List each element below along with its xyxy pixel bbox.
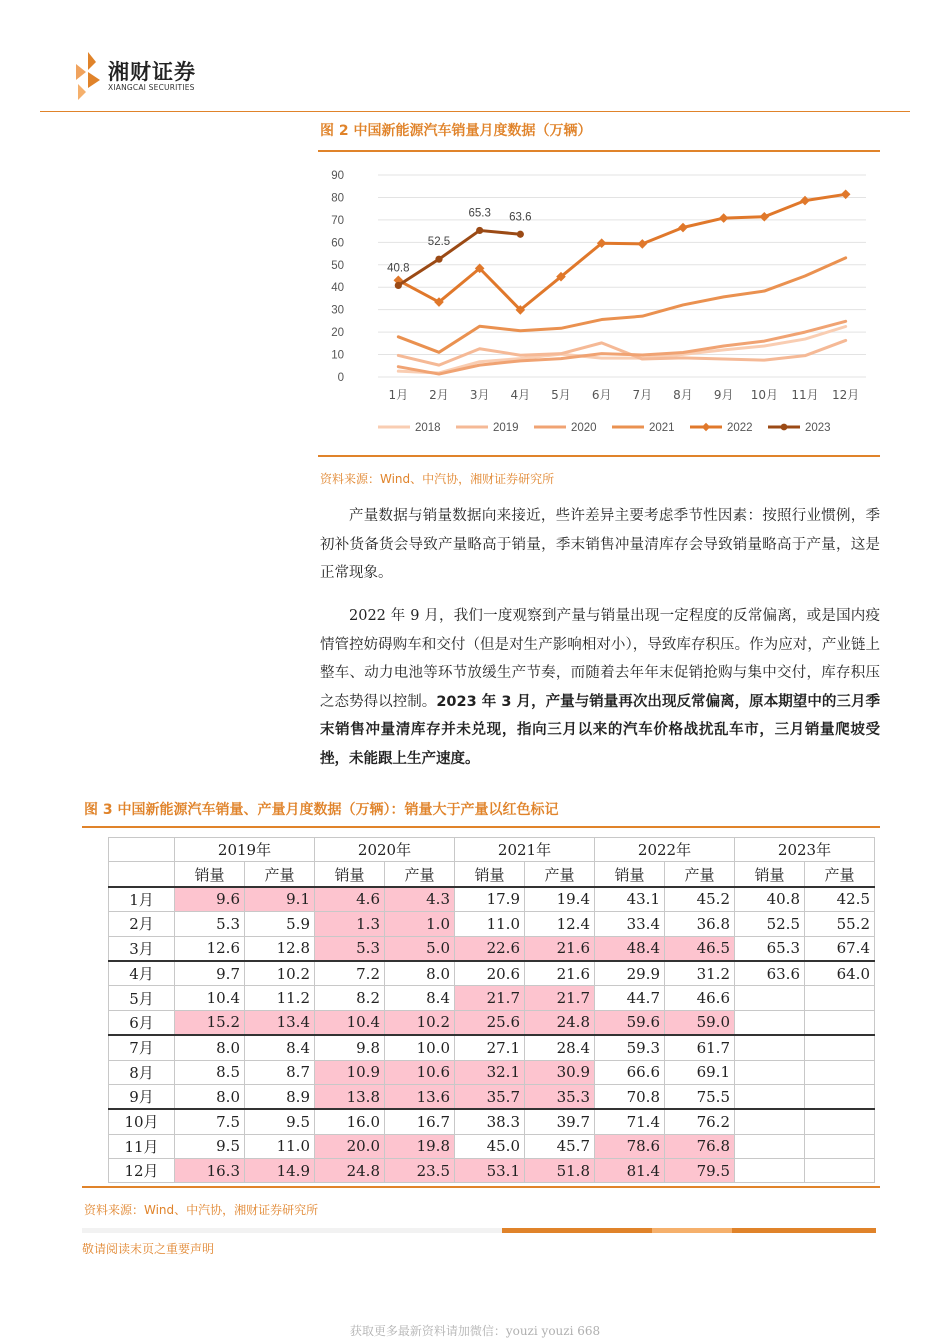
table-cell: 11.2	[245, 986, 315, 1010]
table-cell: 45.0	[455, 1134, 525, 1158]
month-label: 2月	[109, 912, 175, 936]
y-tick-label-1: 10	[331, 349, 344, 362]
data-label-2023-0: 40.8	[387, 262, 410, 275]
sales-production-table	[108, 837, 875, 1183]
table-cell: 28.4	[525, 1035, 595, 1060]
table-row	[109, 1109, 875, 1134]
table-cell: 32.1	[455, 1060, 525, 1084]
table-cell: 40.8	[735, 887, 805, 912]
month-label: 8月	[109, 1060, 175, 1084]
month-label: 1月	[109, 887, 175, 912]
table-cell: 59.3	[595, 1035, 665, 1060]
table-cell: 12.8	[245, 936, 315, 961]
table-cell: 9.5	[245, 1109, 315, 1134]
table-cell	[805, 986, 875, 1010]
figure2-bottom-rule	[318, 455, 880, 457]
table-row	[109, 936, 875, 961]
table-cell: 8.5	[175, 1060, 245, 1084]
y-tick-label-0: 0	[337, 372, 344, 384]
table-cell: 10.2	[245, 961, 315, 986]
table-cell: 5.0	[385, 936, 455, 961]
table-cell: 4.3	[385, 887, 455, 912]
table-cell	[805, 1010, 875, 1035]
metric-header-2-0: 销量	[455, 862, 525, 887]
year-header-2: 2021年	[455, 838, 595, 862]
metric-header-3-0: 销量	[595, 862, 665, 887]
x-tick-label-9: 10月	[750, 388, 778, 402]
table-cell: 19.4	[525, 887, 595, 912]
table-cell: 9.8	[315, 1035, 385, 1060]
legend-label-2021: 2021	[649, 422, 675, 434]
table-cell: 48.4	[595, 936, 665, 961]
table-cell: 23.5	[385, 1159, 455, 1183]
table-row	[109, 961, 875, 986]
table-cell: 10.9	[315, 1060, 385, 1084]
table-cell: 13.4	[245, 1010, 315, 1035]
table-cell: 8.0	[175, 1035, 245, 1060]
month-label: 9月	[109, 1084, 175, 1109]
x-tick-label-1: 2月	[429, 388, 449, 402]
table-cell	[735, 1109, 805, 1134]
table-cell: 22.6	[455, 936, 525, 961]
month-label: 3月	[109, 936, 175, 961]
table-cell: 64.0	[805, 961, 875, 986]
table-cell: 67.4	[805, 936, 875, 961]
figure3-bottom-rule	[82, 1186, 880, 1188]
table-cell: 45.7	[525, 1134, 595, 1158]
table-corner-cell-2	[109, 862, 175, 887]
x-tick-label-10: 11月	[791, 388, 819, 402]
table-row	[109, 912, 875, 936]
table-cell: 33.4	[595, 912, 665, 936]
table-cell: 24.8	[525, 1010, 595, 1035]
table-cell: 21.7	[455, 986, 525, 1010]
paragraph-2	[320, 602, 880, 773]
table-cell: 16.7	[385, 1109, 455, 1134]
figure2-top-rule	[318, 150, 880, 152]
table-cell: 8.2	[315, 986, 385, 1010]
table-cell: 53.1	[455, 1159, 525, 1183]
table-cell: 5.3	[315, 936, 385, 961]
chart-series	[394, 189, 851, 374]
table-cell: 27.1	[455, 1035, 525, 1060]
x-axis-ticks	[389, 388, 860, 402]
header-divider	[40, 111, 910, 112]
table-cell: 31.2	[665, 961, 735, 986]
table-cell	[805, 1084, 875, 1109]
paragraph-1: 产量数据与销量数据向来接近，些许差异主要考虑季节性因素：按照行业惯例，季初补货备货会导致产量略高于销量，季末销售冲量清库存会导致销量略高于产量，这是正常现象。	[320, 508, 880, 581]
x-tick-label-8: 9月	[713, 388, 734, 402]
y-tick-label-7: 70	[331, 214, 344, 227]
table-cell: 10.4	[315, 1010, 385, 1035]
legend-marker-2023	[781, 424, 788, 431]
table-cell: 79.5	[665, 1159, 735, 1183]
table-cell: 5.9	[245, 912, 315, 936]
table-row	[109, 1035, 875, 1060]
table-cell: 65.3	[735, 936, 805, 961]
table-cell: 51.8	[525, 1159, 595, 1183]
x-tick-label-3: 4月	[510, 388, 531, 402]
table-cell: 35.3	[525, 1084, 595, 1109]
table-cell: 29.9	[595, 961, 665, 986]
legend-marker-2022	[702, 423, 710, 431]
table-cell	[735, 1084, 805, 1109]
table-cell: 10.2	[385, 1010, 455, 1035]
table-row	[109, 1159, 875, 1183]
table-cell: 9.6	[175, 887, 245, 912]
table-row	[109, 1010, 875, 1035]
table-cell: 4.6	[315, 887, 385, 912]
table-cell: 9.5	[175, 1134, 245, 1158]
table-cell: 75.5	[665, 1084, 735, 1109]
table-header-years	[109, 838, 875, 862]
table-cell: 69.1	[665, 1060, 735, 1084]
table-cell: 38.3	[455, 1109, 525, 1134]
table-cell: 46.6	[665, 986, 735, 1010]
x-tick-label-2: 3月	[469, 388, 490, 402]
month-label: 12月	[109, 1159, 175, 1183]
table-cell: 13.6	[385, 1084, 455, 1109]
table-cell: 81.4	[595, 1159, 665, 1183]
year-header-3: 2022年	[595, 838, 735, 862]
logo-subtitle: XIANGCAI SECURITIES	[108, 83, 195, 92]
table-cell	[735, 1035, 805, 1060]
table-cell: 19.8	[385, 1134, 455, 1158]
table-cell: 12.4	[525, 912, 595, 936]
series-line-2023	[398, 230, 520, 285]
point-2022-6	[638, 239, 648, 249]
table-cell: 10.0	[385, 1035, 455, 1060]
point-2022-7	[678, 223, 688, 233]
table-corner-cell	[109, 838, 175, 862]
chart-legend	[378, 422, 831, 434]
table-cell: 12.6	[175, 936, 245, 961]
table-cell	[735, 1134, 805, 1158]
table-cell: 21.7	[525, 986, 595, 1010]
table-row	[109, 986, 875, 1010]
figure3-top-rule	[82, 826, 880, 828]
table-cell: 13.8	[315, 1084, 385, 1109]
table-cell: 44.7	[595, 986, 665, 1010]
year-header-0: 2019年	[175, 838, 315, 862]
table-cell: 59.0	[665, 1010, 735, 1035]
paragraph-2-bold: 2023 年 3 月，产量与销量再次出现反常偏离，原本期望中的三月季末销售冲量清库存并未兑现，指向三月以来的汽车价格战扰乱车市，三月销量爬坡受挫，未能跟上生产速度。	[320, 693, 880, 767]
table-cell: 55.2	[805, 912, 875, 936]
table-cell: 76.8	[665, 1134, 735, 1158]
table-cell	[735, 1060, 805, 1084]
table-cell: 11.0	[245, 1134, 315, 1158]
table-cell: 8.0	[385, 961, 455, 986]
y-tick-label-6: 60	[331, 237, 344, 250]
table-cell: 63.6	[735, 961, 805, 986]
y-tick-label-2: 20	[331, 327, 344, 340]
y-tick-label-4: 40	[331, 282, 344, 295]
table-cell	[805, 1060, 875, 1084]
metric-header-4-1: 产量	[805, 862, 875, 887]
table-cell: 8.0	[175, 1084, 245, 1109]
table-cell: 10.4	[175, 986, 245, 1010]
table-cell	[805, 1109, 875, 1134]
table-cell: 10.6	[385, 1060, 455, 1084]
x-tick-label-7: 8月	[673, 388, 693, 402]
paragraph-2-text: 2022 年 9 月，我们一度观察到产量与销量出现一定程度的反常偏离，或是国内疫情管控妨碍购车和交付（但是对生产影响相对小），导致库存积压。作为应对，产业链上整车、动力电池等环节放缓生产节奏，而随着去年年末促销抢购与集中交付，库存积压之态势得以控制。	[320, 608, 880, 710]
table-cell	[805, 1035, 875, 1060]
table-cell: 1.3	[315, 912, 385, 936]
point-2023-0	[395, 282, 402, 289]
table-cell: 78.6	[595, 1134, 665, 1158]
metric-header-1-0: 销量	[315, 862, 385, 887]
y-axis-ticks	[331, 170, 344, 384]
data-label-2023-1: 52.5	[427, 236, 451, 249]
table-header-metrics	[109, 862, 875, 887]
table-row	[109, 1060, 875, 1084]
figure2-source: 资料来源：Wind、中汽协，湘财证券研究所	[320, 472, 555, 486]
table-cell: 76.2	[665, 1109, 735, 1134]
month-label: 11月	[109, 1134, 175, 1158]
table-cell: 43.1	[595, 887, 665, 912]
table-cell: 45.2	[665, 887, 735, 912]
month-label: 5月	[109, 986, 175, 1010]
month-label: 4月	[109, 961, 175, 986]
metric-header-4-0: 销量	[735, 862, 805, 887]
table-cell: 46.5	[665, 936, 735, 961]
x-tick-label-5: 6月	[591, 388, 612, 402]
point-2022-8	[719, 213, 729, 223]
table-cell: 21.6	[525, 961, 595, 986]
table-cell: 66.6	[595, 1060, 665, 1084]
legend-label-2022: 2022	[727, 422, 753, 434]
figure3-source: 资料来源：Wind、中汽协，湘财证券研究所	[84, 1203, 319, 1217]
year-header-1: 2020年	[315, 838, 455, 862]
table-cell	[805, 1159, 875, 1183]
table-cell: 8.4	[385, 986, 455, 1010]
x-tick-label-4: 5月	[551, 388, 571, 402]
table-cell: 16.0	[315, 1109, 385, 1134]
table-cell: 21.6	[525, 936, 595, 961]
point-2023-1	[435, 256, 442, 263]
table-row	[109, 1134, 875, 1158]
table-cell	[805, 1134, 875, 1158]
y-tick-label-9: 90	[331, 170, 344, 182]
table-cell: 24.8	[315, 1159, 385, 1183]
metric-header-1-1: 产量	[385, 862, 455, 887]
logo-name: 湘财证券	[108, 60, 196, 84]
table-cell: 15.2	[175, 1010, 245, 1035]
table-cell: 9.7	[175, 961, 245, 986]
footer-disclaimer: 敬请阅读末页之重要声明	[82, 1242, 215, 1256]
table-cell: 8.7	[245, 1060, 315, 1084]
month-label: 6月	[109, 1010, 175, 1035]
legend-label-2019: 2019	[493, 422, 519, 434]
figure3-title: 图 3 中国新能源汽车销量、产量月度数据（万辆）：销量大于产量以红色标记	[84, 802, 559, 818]
table-cell: 9.1	[245, 887, 315, 912]
legend-label-2018: 2018	[415, 422, 441, 434]
table-cell: 17.9	[455, 887, 525, 912]
company-logo	[72, 50, 202, 102]
y-tick-label-8: 80	[331, 192, 344, 205]
table-cell	[735, 1010, 805, 1035]
metric-header-0-0: 销量	[175, 862, 245, 887]
month-label: 7月	[109, 1035, 175, 1060]
table-cell: 71.4	[595, 1109, 665, 1134]
table-cell: 59.6	[595, 1010, 665, 1035]
table-cell: 20.0	[315, 1134, 385, 1158]
table-cell: 5.3	[175, 912, 245, 936]
table-cell: 61.7	[665, 1035, 735, 1060]
table-cell: 20.6	[455, 961, 525, 986]
table-cell: 36.8	[665, 912, 735, 936]
table-cell: 8.9	[245, 1084, 315, 1109]
table-cell: 8.4	[245, 1035, 315, 1060]
table-cell: 14.9	[245, 1159, 315, 1183]
table-cell: 52.5	[735, 912, 805, 936]
table-cell: 11.0	[455, 912, 525, 936]
year-header-4: 2023年	[735, 838, 875, 862]
x-tick-label-11: 12月	[832, 388, 860, 402]
data-label-2023-3: 63.6	[509, 211, 532, 224]
logo-mark-icon	[72, 50, 102, 102]
footer-stripe	[82, 1228, 876, 1233]
y-tick-label-3: 30	[331, 304, 344, 317]
table-cell: 7.5	[175, 1109, 245, 1134]
month-label: 10月	[109, 1109, 175, 1134]
table-cell: 39.7	[525, 1109, 595, 1134]
x-tick-label-6: 7月	[632, 388, 653, 402]
table-cell: 70.8	[595, 1084, 665, 1109]
data-label-2023-2: 65.3	[468, 207, 491, 220]
table-cell: 16.3	[175, 1159, 245, 1183]
table-cell: 42.5	[805, 887, 875, 912]
table-cell: 30.9	[525, 1060, 595, 1084]
table-cell	[735, 1159, 805, 1183]
table-cell	[735, 986, 805, 1010]
figure2-title: 图 2 中国新能源汽车销量月度数据（万辆）	[320, 123, 592, 139]
sales-line-chart	[318, 157, 878, 447]
point-2023-3	[517, 231, 524, 238]
table-cell: 1.0	[385, 912, 455, 936]
table-row	[109, 1084, 875, 1109]
metric-header-2-1: 产量	[525, 862, 595, 887]
watermark: 获取更多最新资料请加微信：youzi youzi 668	[349, 1324, 601, 1338]
metric-header-0-1: 产量	[245, 862, 315, 887]
table-cell: 25.6	[455, 1010, 525, 1035]
metric-header-3-1: 产量	[665, 862, 735, 887]
x-tick-label-0: 1月	[388, 388, 409, 402]
point-2023-2	[476, 227, 483, 234]
legend-label-2020: 2020	[571, 422, 597, 434]
table-cell: 35.7	[455, 1084, 525, 1109]
series-line-2022	[398, 194, 845, 310]
table-row	[109, 887, 875, 912]
y-tick-label-5: 50	[331, 259, 344, 272]
table-cell: 7.2	[315, 961, 385, 986]
legend-label-2023: 2023	[805, 422, 831, 434]
